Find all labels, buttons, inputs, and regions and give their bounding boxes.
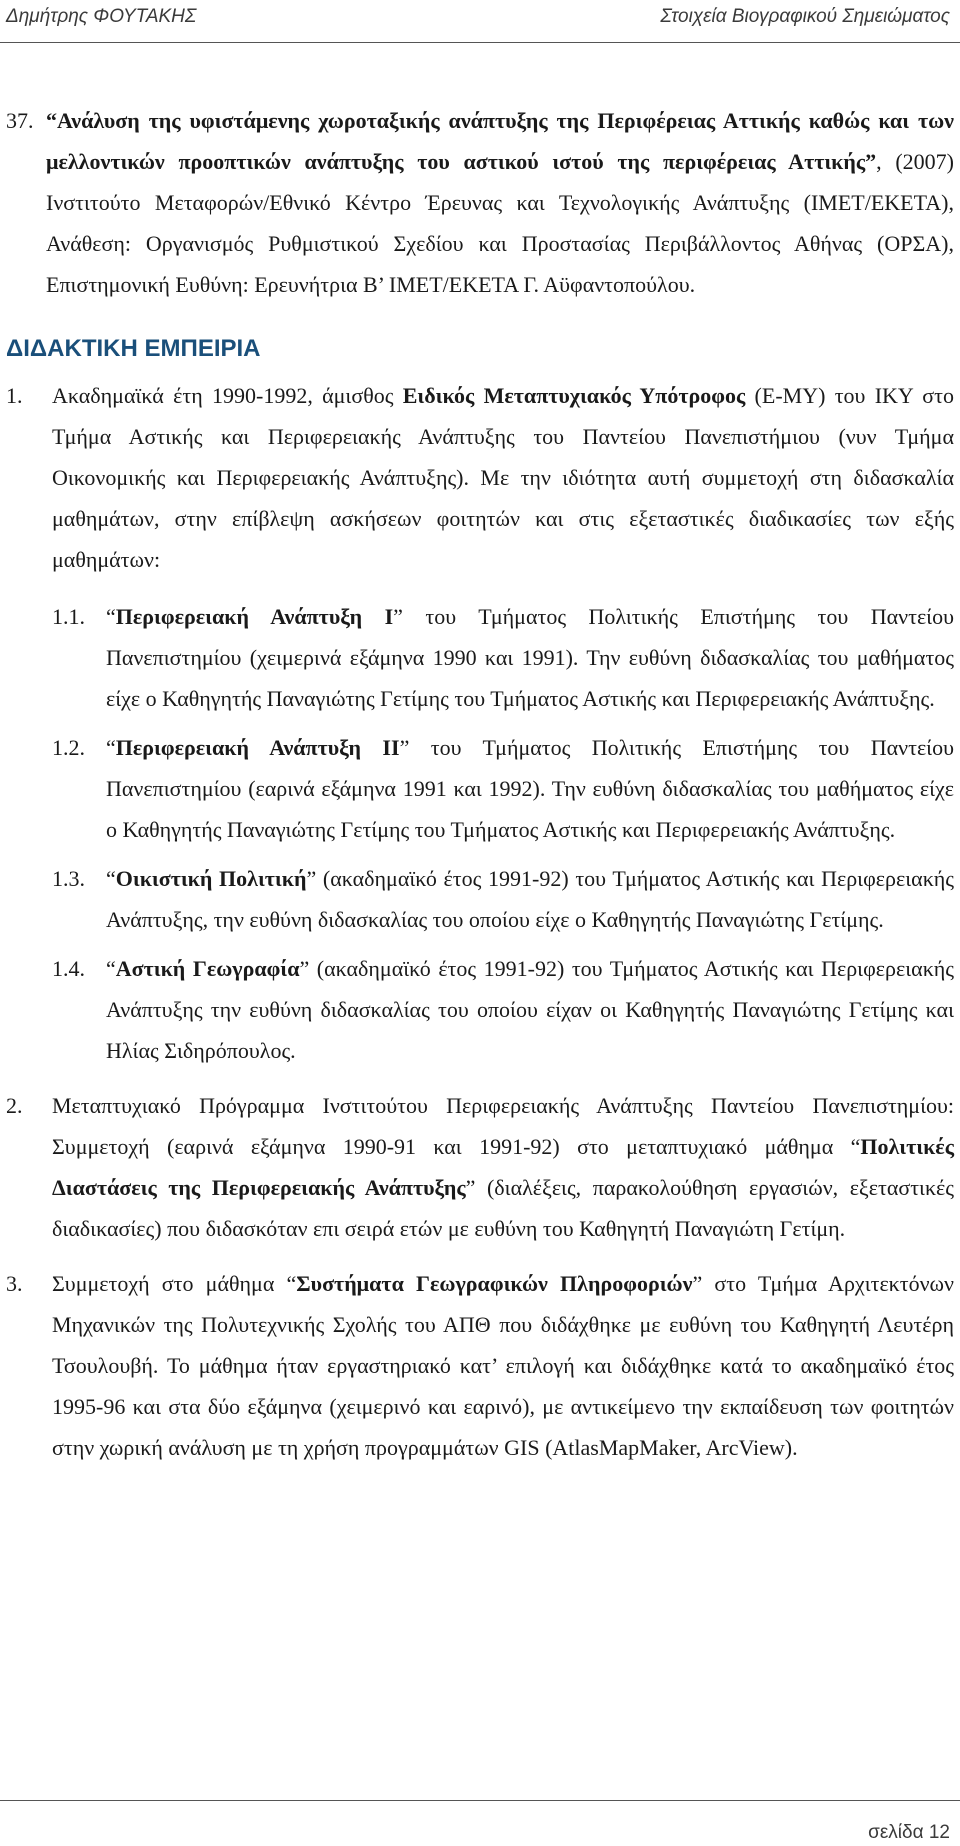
item-text-post: ” (διαλέξεις, παρακολούθηση εργασιών, εξεταστικές διαδικασίες) που διδασκόταν επι σειρά ετών με ευθύνη του Καθηγητή Παναγιώτη Γετίμη. bbox=[52, 1175, 954, 1241]
list-item-1 bbox=[6, 375, 954, 580]
item-number: 3. bbox=[6, 1271, 23, 1296]
item-details: , (2007) Ινστιτούτο Μεταφορών/Εθνικό Κέντρο Έρευνας και Τεχνολογικής Ανάπτυξης (ΙΜΕΤ/ΕΚΕΤΑ), Ανάθεση: Οργανισμός Ρυθμιστικού Σχεδίου και Προστασίας Περιβάλλοντος Αθήνας (ΟΡΣΑ), Επιστημονική Ευθύνη: Ερευνήτρια Β’ ΙΜΕΤ/ΕΚΕΤΑ Γ. Αϋφαντοπούλου. bbox=[46, 149, 955, 297]
item-text-pre: Ακαδημαϊκά έτη 1990-1992, άμισθος bbox=[52, 383, 403, 408]
course-title: Αστική Γεωγραφία bbox=[115, 956, 300, 981]
item-number: 1. bbox=[6, 383, 23, 408]
quote-open: “ bbox=[106, 604, 116, 629]
list-item-2 bbox=[6, 1085, 954, 1249]
footer-rule bbox=[0, 1800, 960, 1801]
sub-item-1-1 bbox=[6, 596, 954, 719]
page-content bbox=[6, 100, 954, 1468]
sub-item-text bbox=[106, 596, 954, 719]
sub-item-details: ” του Τμήματος Πολιτικής Επιστήμης του Παντείου Πανεπιστημίου (χειμερινά εξάμηνα 1990 και 1991). Την ευθύνη διδασκαλίας του μαθήματος είχε ο Καθηγητής Παναγιώτης Γετίμης του Τμήματος Αστικής και Περιφερειακής Ανάπτυξης. bbox=[106, 604, 954, 711]
header-doc-title: Στοιχεία Βιογραφικού Σημειώματος bbox=[660, 6, 950, 27]
sub-item-details: ” του Τμήματος Πολιτικής Επιστήμης του Παντείου Πανεπιστημίου (εαρινά εξάμηνα 1991 και 1992). Την ευθύνη διδασκαλίας του μαθήματος είχε ο Καθηγητής Παναγιώτης Γετίμης του Τμήματος Αστικής και Περιφερειακής Ανάπτυξης. bbox=[106, 735, 954, 842]
section-heading: ΔΙΔΑΚΤΙΚΗ ΕΜΠΕΙΡΙΑ bbox=[6, 335, 261, 362]
sub-item-text bbox=[106, 948, 954, 1071]
course-title: Περιφερειακή Ανάπτυξη ΙΙ bbox=[115, 735, 400, 760]
sub-item-details: ” (ακαδημαϊκό έτος 1991-92) του Τμήματος Αστικής και Περιφερειακής Ανάπτυξης, την ευθύνη διδασκαλίας του οποίου είχε ο Καθηγητής Παναγιώτης Γετίμης. bbox=[106, 866, 954, 932]
header-rule bbox=[0, 42, 960, 43]
item-role: Ειδικός Μεταπτυχιακός Υπότροφος bbox=[402, 383, 746, 408]
sub-item-1-3 bbox=[6, 858, 954, 940]
course-title: Συστήματα Γεωγραφικών Πληροφοριών bbox=[296, 1271, 693, 1296]
item-text-post: (Ε-ΜΥ) του ΙΚΥ στο Τμήμα Αστικής και Περιφερειακής Ανάπτυξης του Παντείου Πανεπιστήμιου (νυν Τμήμα Οικονομικής και Περιφερειακής Ανάπτυξης). Με την ιδιότητα αυτή συμμετοχή στη διδασκαλία μαθημάτων, στην επίβλεψη ασκήσεων φοιτητών και στις εξεταστικές διαδικασίες των εξής μαθημάτων: bbox=[52, 383, 954, 572]
list-item-3 bbox=[6, 1263, 954, 1468]
sub-item-details: ” (ακαδημαϊκό έτος 1991-92) του Τμήματος Αστικής και Περιφερειακής Ανάπτυξης την ευθύνη διδασκαλίας του οποίου είχαν οι Καθηγητής Παναγιώτης Γετίμης και Ηλίας Σιδηρόπουλος. bbox=[106, 956, 955, 1063]
course-title: Περιφερειακή Ανάπτυξη Ι bbox=[115, 604, 394, 629]
sub-item-1-4 bbox=[6, 948, 954, 1071]
quote-open: “ bbox=[106, 956, 116, 981]
sub-item-number: 1.3. bbox=[52, 866, 85, 891]
item-title: “Ανάλυση της υφιστάμενης χωροταξικής ανάπτυξης της Περιφέρειας Αττικής καθώς και των μελλοντικών προοπτικών ανάπτυξης του αστικού ιστού της περιφέρειας Αττικής” bbox=[46, 108, 954, 174]
item-text-pre: Συμμετοχή στο μάθημα “ bbox=[52, 1271, 297, 1296]
page-footer bbox=[0, 1800, 960, 1846]
quote-open: “ bbox=[106, 866, 116, 891]
course-title: Οικιστική Πολιτική bbox=[115, 866, 307, 891]
item-text-post: ” στο Τμήμα Αρχιτεκτόνων Μηχανικών της Πολυτεχνικής Σχολής του ΑΠΘ που διδάχθηκε με ευθύνη του Καθηγητή Λευτέρη Τσουλουβή. Το μάθημα ήταν εργαστηριακό κατ’ επιλογή και διδάχθηκε κατά το ακαδημαϊκό έτος 1995-96 και στα δύο εξάμηνα (χειμερινό και εαρινό), με αντικείμενο την εκπαίδευση των φοιτητών στην χωρική ανάλυση με τη χρήση προγραμμάτων GIS (AtlasMapMaker, ArcView). bbox=[52, 1271, 954, 1460]
sub-item-text bbox=[106, 858, 954, 940]
page-header bbox=[0, 0, 960, 44]
item-text-pre: Μεταπτυχιακό Πρόγραμμα Ινστιτούτου Περιφερειακής Ανάπτυξης Παντείου Πανεπιστημίου: Συμμετοχή (εαρινά εξάμηνα 1990-91 και 1991-92) στο μεταπτυχιακό μάθημα “ bbox=[52, 1093, 954, 1159]
header-author: Δημήτρης ΦΟΥΤΑΚΗΣ bbox=[6, 6, 197, 27]
course-title: Πολιτικές Διαστάσεις της Περιφερειακής Ανάπτυξης bbox=[52, 1134, 954, 1200]
list-item-37 bbox=[6, 100, 954, 305]
item-text bbox=[46, 100, 954, 305]
quote-open: “ bbox=[106, 735, 116, 760]
sub-item-number: 1.4. bbox=[52, 956, 85, 981]
sub-item-1-2 bbox=[6, 727, 954, 850]
sub-item-number: 1.2. bbox=[52, 735, 85, 760]
page-number: σελίδα 12 bbox=[868, 1822, 950, 1843]
item-number: 2. bbox=[6, 1093, 23, 1118]
item-text bbox=[52, 1085, 954, 1249]
sub-item-text bbox=[106, 727, 954, 850]
sub-item-number: 1.1. bbox=[52, 604, 85, 629]
item-text bbox=[52, 375, 954, 580]
item-text bbox=[52, 1263, 954, 1468]
item-number: 37. bbox=[6, 108, 34, 133]
